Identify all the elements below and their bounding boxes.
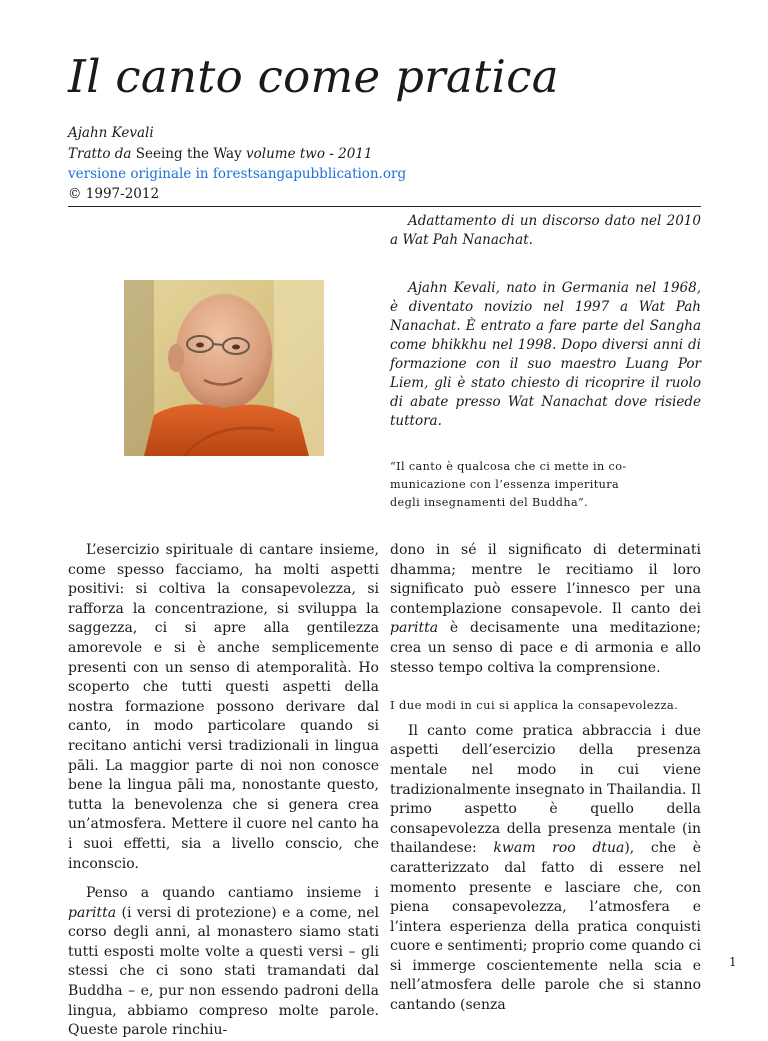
source-book: Seeing the Way [135,146,242,162]
text-run: ), che è caratterizzato dal fatto di essere nel momento presente e lasciare che, con piena consapevolezza, l’atmosfera e l’intera esperienza della pratica conquisti cuore e sentimenti; proprio come quando ci si immerge coscientemente nella scia e nell’atmosfera delle parole che si stanno cantando (senza [390,840,701,1014]
page-number: 1 [729,955,737,969]
paragraph [68,884,379,1041]
body-column-left [68,541,379,1041]
quote-line-1: “Il canto è qualcosa che ci mette in co- [390,460,627,473]
author-line [68,123,154,143]
source-link[interactable]: versione originale in forestsangapubblication.org [68,166,407,182]
author-name: Ajahn Kevali [68,125,154,141]
header-divider [68,206,701,207]
page-title: Il canto come pratica [68,50,559,103]
source-prefix: Tratto da [68,146,132,162]
paragraph: L’esercizio spirituale di cantare insieme, come spesso facciamo, ha molti aspetti positivi: si coltiva la consapevolezza, si rafforza la concentrazione, si sviluppa la saggezza, ci si apre alla gentilezza amorevole e si è anche semplicemente presenti con un senso di atemporalità. Ho scoperto che tutti questi aspetti della nostra formazione possono derivare dal canto, in modo particolare quando si recitano antichi versi tradizionali in lingua pāli. La maggior parte di noi non conosce bene la lingua pāli ma, nonostante questo, tutta la benevolenza che si genera crea un’atmosfera. Mettere il cuore nel canto ha i suoi effetti, sia a livello conscio, che inconscio. [68,542,379,872]
author-photo-image [124,280,324,456]
text-run: Il canto come pratica abbraccia i due aspetti dell’esercizio della presenza mentale nel modo in cui viene tradizionalmente insegnato in Thailandia. Il primo aspetto è quello della consapevolezza della presenza mentale (in thailandese: [390,722,701,857]
pull-quote [390,458,690,512]
bio-text: Ajahn Kevali, nato in Germania nel 1968, è diventato novizio nel 1997 a Wat Pah Nanachat. È entrato a fare parte del Sangha come bhikkhu nel 1998. Dopo diversi anni di formazione con il suo maestro Luang Por Liem, gli è stato chiesto di ricoprire il ruolo di abate presso Wat Nanachat dove risiede tuttora. [390,280,701,429]
copyright-line: © 1997-2012 [68,186,160,202]
section-heading: I due modi in cui si applica la consapevolezza. [390,698,679,713]
intro-text: Adattamento di un discorso dato nel 2010 a Wat Pah Nanachat. [390,213,701,248]
paragraph [390,541,701,678]
italic-term: kwam roo dtua [493,840,625,857]
body-column-right [390,541,701,1016]
italic-term: paritta [68,904,117,921]
text-run: dono in sé il significato di determinati dhamma; mentre le recitiamo il loro significato può essere l’innesco per una contemplazione consapevole. Il canto dei [390,542,701,617]
text-run: (i versi di protezione) e a come, nel corso degli anni, al monastero siamo stati tutti esposti molte volte a questi versi – gli stessi che ci sono stati tramandati dal Buddha – e, pur non essendo padroni della lingua, abbiamo compreso molte parole. Queste parole rinchiu- [68,904,379,1039]
paragraph [390,722,701,1016]
text-run: è decisamente una meditazione; crea un senso di pace e di armonia e allo stesso tempo coltiva la comprensione. [390,620,701,676]
author-photo [124,280,324,456]
intro-note [390,212,701,250]
text-run: Penso a quando cantiamo insieme i [86,885,379,902]
italic-term: paritta [390,620,439,637]
author-bio [390,279,701,431]
source-line [68,144,372,164]
source-volume: volume two - 2011 [246,146,373,162]
quote-line-2: municazione con l’essenza imperitura [390,478,620,491]
quote-line-3: degli insegnamenti del Buddha”. [390,496,589,509]
